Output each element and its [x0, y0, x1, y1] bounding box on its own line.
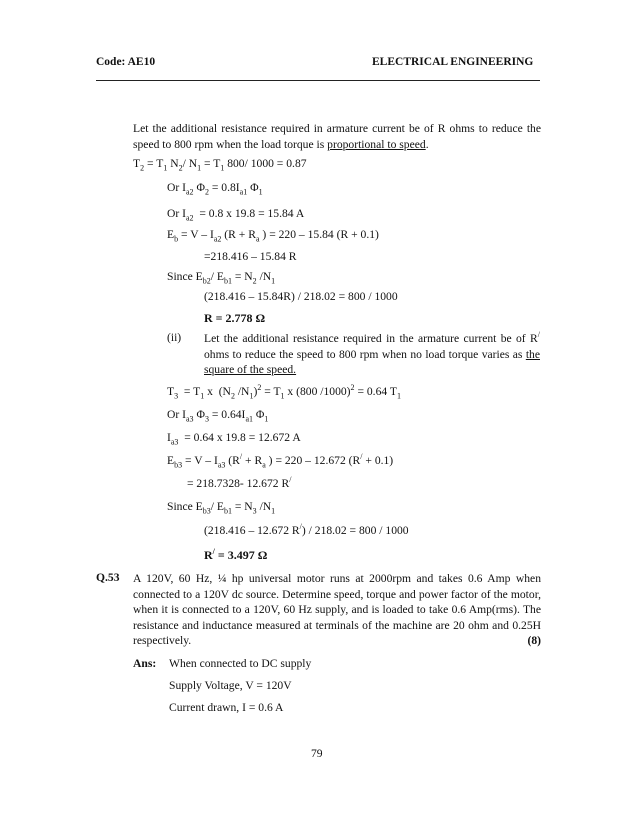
page-number: 79: [311, 747, 323, 760]
question-text: A 120V, 60 Hz, ¼ hp universal motor runs at 2000rpm and takes 0.6 Amp when connected to a 120V dc source. Determine speed, torque and power factor of the motor, when it is connected to a 120V, 60 Hz supply, and is loaded to take 0.6 Amp(rms). The resistance and inductance measured at terminals of the machine are 20 ohm and 0.25H respectively. (8): [133, 572, 541, 647]
eq-t3: $T_3 = T_1$ x ($N_2$ $/N_1)^2 = T_1$ x (800 /1000)$^2$ = 0.64 $T_1$: [167, 383, 401, 401]
answer-label: Ans:: [133, 657, 157, 670]
result-r-prime: R/ = 3.497 Ω: [204, 547, 268, 562]
eq-ratio-1: (218.416 – 15.84R) / 218.02 = 800 / 1000: [204, 290, 398, 303]
question-number: Q.53: [96, 571, 120, 584]
header-subject: ELECTRICAL ENGINEERING: [372, 56, 534, 68]
eq-eb3: $E_{b3} = V - I_{a3}$ ($R^/ + R_a$ ) = 220 – 12.672 (R/ + 0.1): [167, 452, 394, 470]
intro-underlined: proportional to speed: [327, 137, 426, 151]
intro-paragraph: [133, 121, 541, 152]
result-r: R = 2.778 Ω: [204, 311, 266, 325]
answer-line-2: Supply Voltage, V = 120V: [169, 679, 292, 692]
intro-end: .: [425, 137, 429, 151]
eq-since-eb3: Since $E_{b3}/$ $E_{b1} = N_3$ $/N_1$: [167, 500, 276, 516]
header-rule: [96, 80, 540, 81]
eq-ratio-2: (218.416 – 12.672 R/) / 218.02 = 800 / 1000: [204, 522, 409, 537]
eq-ia3: $I_{a3} = 0.64$ x 19.8 = 12.672 A: [167, 431, 301, 447]
eq-ia3-flux: Or $I_{a3}$ $\Phi_3 = 0.64I_{a1}$ $\Phi_1$: [167, 408, 269, 424]
part2-label: (ii): [167, 331, 182, 344]
eq-eb: $E_b = V - I_{a2}$ ($R + R_a$ ) = 220 – 15.84 (R + 0.1): [167, 228, 379, 244]
header-code: Code: AE10: [96, 56, 156, 68]
eq-since-eb2: Since $E_{b2}/$ $E_{b1} = N_2$ $/N_1$: [167, 270, 276, 286]
answer-line-1: When connected to DC supply: [169, 657, 312, 670]
eq-eb-value: =218.416 – 15.84 R: [204, 250, 297, 263]
eq-eb3-value: = 218.7328- 12.672 R/: [187, 475, 292, 490]
eq-ia2-flux: Or $I_{a2}$ $\Phi_2 = 0.8I_{a1}$ $\Phi_1$: [167, 181, 263, 197]
part2-paragraph: Let the additional resistance required in the armature current be of R/ ohms to reduce the speed to 800 rpm when no load torque varies as the square of the speed.: [204, 330, 540, 376]
answer-line-3: Current drawn, I = 0.6 A: [169, 701, 284, 714]
question-marks: (8): [527, 634, 541, 647]
intro-text: Let the additional resistance required in armature current be of R ohms to reduce the speed to 800 rpm when the load torque is: [133, 122, 541, 151]
part2-underlined: the square of the speed.: [204, 347, 540, 376]
eq-ia2: Or $I_{a2} = 0.8$ x 19.8 = 15.84 A: [167, 207, 305, 223]
eq-t2: $T_2 = T_1$ $N_2/$ $N_1 = T_1$ 800/ 1000 = 0.87: [133, 157, 307, 173]
